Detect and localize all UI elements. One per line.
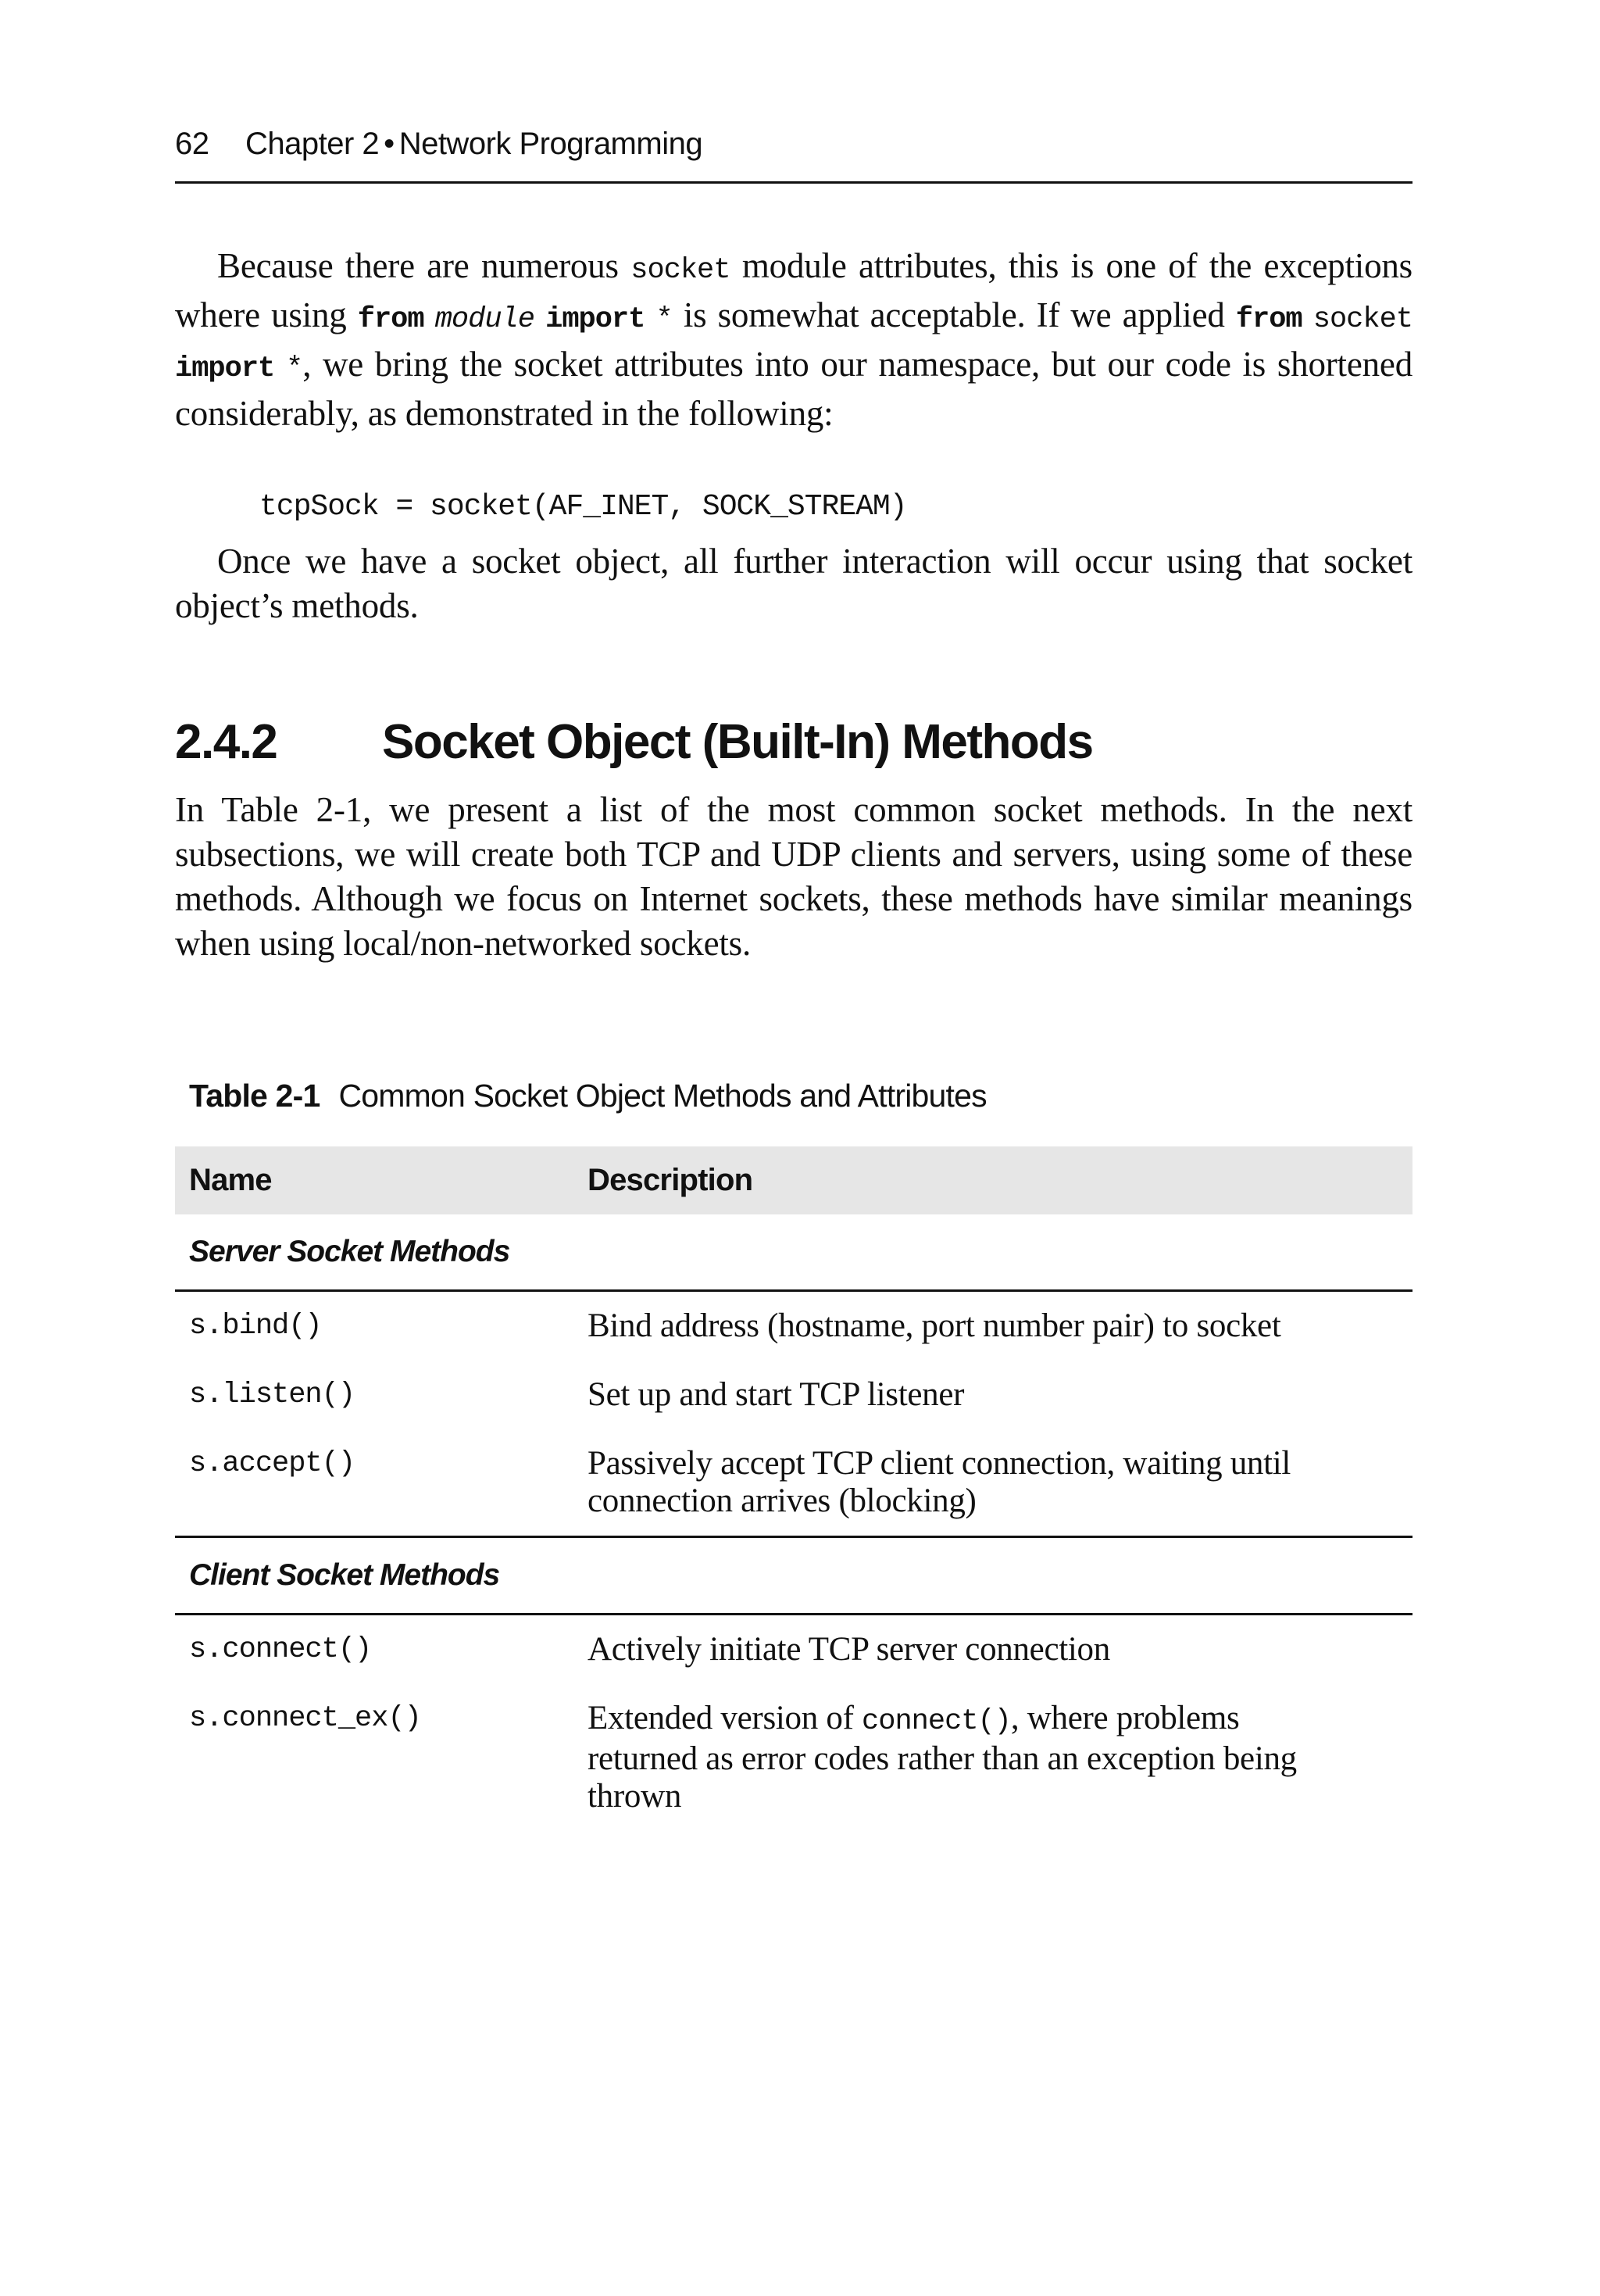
- method-description: Bind address (hostname, port number pair) to socket: [588, 1307, 1281, 1344]
- method-description: Actively initiate TCP server connection: [588, 1631, 1110, 1668]
- inline-code: socket: [1312, 303, 1412, 336]
- table-caption: [189, 1072, 987, 1119]
- section-title: Socket Object (Built-In) Methods: [382, 715, 1093, 769]
- chapter-title: Network Programming: [398, 127, 703, 161]
- text-run: , we bring the socket attributes into our namespace, but our code is shortened considerably, as demonstrated in the following:: [175, 345, 1412, 433]
- text-run: module attributes, this is one of the exceptions where using: [175, 246, 1412, 334]
- inline-code: *: [655, 303, 673, 336]
- group-title: Client Socket Methods: [189, 1558, 500, 1592]
- running-header: [175, 117, 1412, 184]
- inline-code: connect(): [862, 1705, 1011, 1738]
- bullet-separator: •: [384, 127, 395, 161]
- text-run: is somewhat acceptable. If we applied: [672, 295, 1236, 334]
- text-run: Extended version of: [588, 1700, 862, 1736]
- method-name: s.listen(): [189, 1379, 355, 1411]
- group-client-rows: [175, 1615, 1412, 1831]
- section-heading: [175, 707, 1093, 778]
- section-number: 2.4.2: [175, 715, 277, 769]
- group-title: Server Socket Methods: [189, 1235, 510, 1268]
- page-number: 62: [175, 127, 209, 161]
- column-header-description: Description: [588, 1163, 753, 1197]
- intro-paragraph: [175, 244, 1412, 436]
- method-name: s.connect(): [189, 1633, 372, 1666]
- inline-code-keyword: from: [1235, 303, 1302, 336]
- inline-code-keyword: import: [175, 352, 275, 385]
- inline-code-placeholder: module: [434, 303, 534, 336]
- socket-methods-table: [175, 1146, 1412, 1831]
- inline-code-keyword: from: [357, 303, 424, 336]
- method-name: s.connect_ex(): [189, 1702, 421, 1735]
- table-row: [175, 1445, 1412, 1520]
- inline-code: *: [285, 352, 303, 385]
- table-title: Common Socket Object Methods and Attributes: [338, 1078, 987, 1114]
- group-header-client: [175, 1538, 1412, 1615]
- method-name: s.accept(): [189, 1447, 355, 1480]
- inline-code-keyword: import: [545, 303, 645, 336]
- table-row: [175, 1307, 1412, 1345]
- table-label: Table 2-1: [189, 1078, 320, 1114]
- method-description: Set up and start TCP listener: [588, 1376, 965, 1413]
- method-name: s.bind(): [189, 1310, 322, 1343]
- group-server-rows: [175, 1292, 1412, 1538]
- socket-object-paragraph: Once we have a socket object, all further interaction will occur using that socket object’s methods.: [175, 542, 1412, 625]
- group-header-server: [175, 1214, 1412, 1292]
- inline-code: socket: [630, 254, 730, 287]
- method-description: [588, 1700, 1338, 1815]
- table-row: [175, 1376, 1412, 1414]
- code-example: tcpSock = socket(AF_INET, SOCK_STREAM): [259, 490, 907, 524]
- section-paragraph: In Table 2-1, we present a list of the most common socket methods. In the next subsections, we will create both TCP and UDP clients and servers, using some of these methods. Although we focus on Internet sockets, these methods have similar meanings when using local/non-networked sockets.: [175, 790, 1412, 963]
- table-row: [175, 1631, 1412, 1668]
- method-description: Passively accept TCP client connection, waiting until connection arrives (blocking): [588, 1445, 1291, 1519]
- table-header-row: [175, 1146, 1412, 1214]
- table-row: [175, 1700, 1412, 1815]
- chapter-label: Chapter 2: [245, 127, 380, 161]
- column-header-name: Name: [189, 1163, 272, 1197]
- text-run: , where problems returned as error codes rather than an exception being thrown: [588, 1700, 1297, 1815]
- text-run: Because there are numerous: [217, 246, 631, 285]
